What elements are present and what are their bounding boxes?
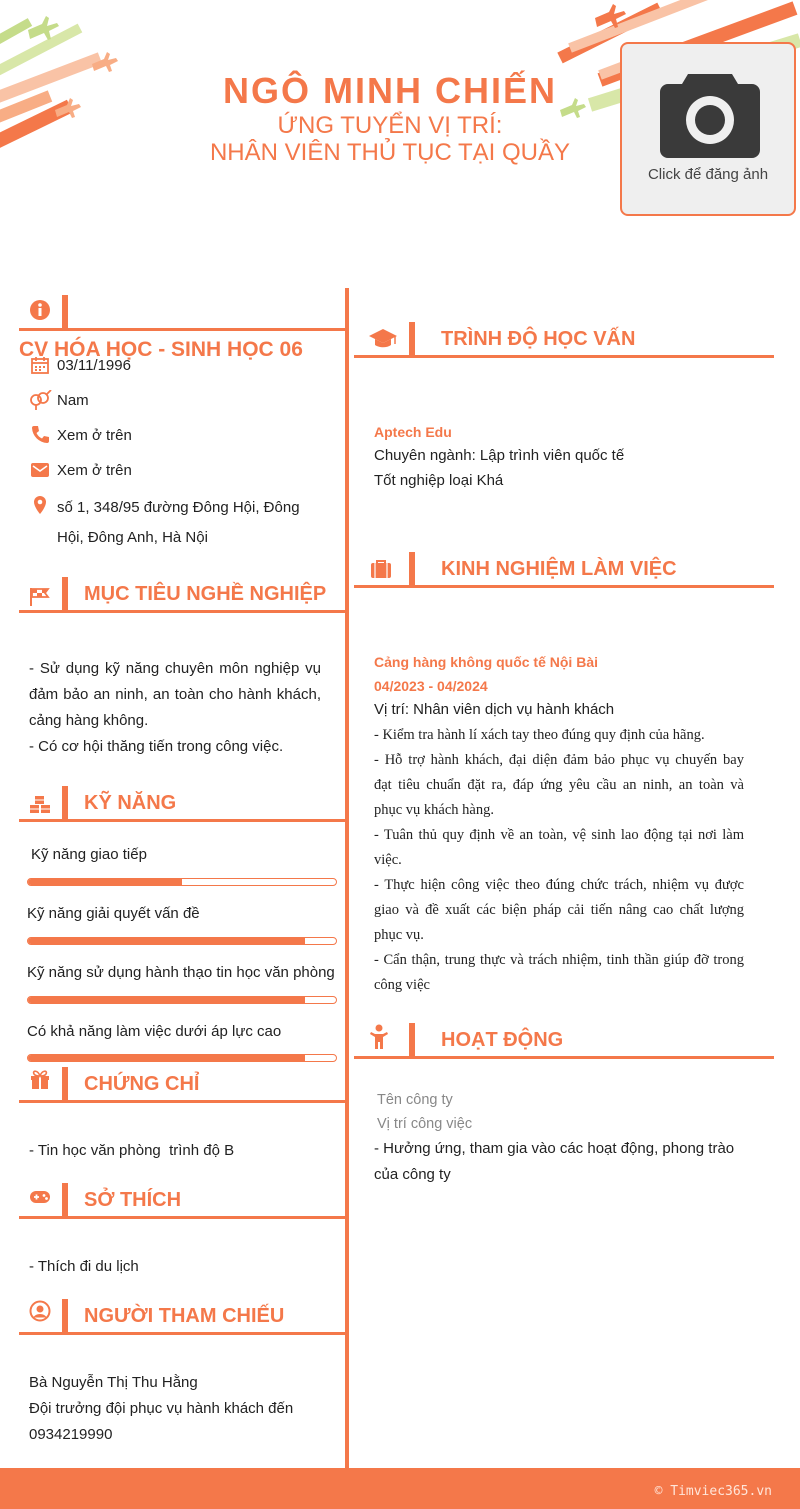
heading-bar [62, 577, 68, 611]
duty-line: phục vụ khách hàng. [374, 802, 494, 818]
skill-level-fill [28, 1055, 305, 1061]
skill-name: Có khả năng làm việc dưới áp lực cao [27, 1023, 282, 1040]
education-grade: Tốt nghiệp loại Khá [374, 472, 504, 489]
reference-position: Đội trưởng đội phục vụ hành khách đến [29, 1400, 294, 1417]
duty-line: đạt tiêu chuẩn đặt ra, đáp ứng yêu cầu an ninh, an toàn và [374, 777, 744, 793]
activity-line: - Hưởng ứng, tham gia vào các hoạt động, phong trào [374, 1140, 735, 1157]
personal-info-heading [19, 295, 346, 331]
skill-level-bar [27, 878, 337, 886]
heading-underline [19, 1100, 346, 1103]
email: Xem ở trên [57, 462, 132, 479]
heading-underline [19, 328, 346, 331]
activities-heading [354, 1023, 774, 1059]
duty-line: - Cẩn thận, trung thực và trách nhiệm, tinh thần giúp đỡ trong [374, 952, 744, 968]
objective-line: - Có cơ hội thăng tiến trong công việc. [29, 738, 284, 755]
reference-name: Bà Nguyễn Thị Thu Hằng [29, 1374, 198, 1391]
hobby-item: - Thích đi du lịch [29, 1258, 139, 1275]
objective-heading [19, 577, 346, 613]
phone-icon [30, 425, 50, 445]
experience-position: Vị trí: Nhân viên dịch vụ hành khách [374, 701, 615, 718]
info-icon [29, 299, 51, 321]
address-line2: Hội, Đông Anh, Hà Nội [57, 529, 208, 546]
objective-line: cảng hàng không. [29, 712, 149, 729]
gift-icon [29, 1068, 51, 1090]
skill-name: Kỹ năng giao tiếp [31, 846, 147, 863]
hobbies-title: SỞ THÍCH [84, 1189, 182, 1211]
certificates-title: CHỨNG CHỈ [84, 1073, 200, 1095]
location-icon [30, 495, 50, 515]
heading-underline [19, 819, 346, 822]
skill-level-bar [27, 937, 337, 945]
references-title: NGƯỜI THAM CHIẾU [84, 1305, 285, 1327]
heading-bar [62, 1299, 68, 1333]
duty-line: - Hỗ trợ hành khách, đại diện đảm bảo phục vụ chuyến bay [374, 752, 744, 768]
photo-upload-label: Click để đăng ảnh [647, 166, 769, 183]
briefcase-icon [370, 558, 392, 580]
phone: Xem ở trên [57, 427, 132, 444]
activities-title: HOẠT ĐỘNG [441, 1029, 564, 1051]
heading-bar [409, 322, 415, 356]
education-school: Aptech Edu [374, 424, 452, 440]
experience-period: 04/2023 - 04/2024 [374, 678, 488, 694]
education-major: Chuyên ngành: Lập trình viên quốc tế [374, 447, 625, 464]
hobbies-heading [19, 1183, 346, 1219]
camera-icon [658, 68, 762, 160]
heading-underline [354, 585, 774, 588]
experience-duties [374, 723, 744, 998]
skill-name: Kỹ năng sử dụng hành thạo tin học văn phòng [27, 964, 335, 981]
activity-line: của công ty [374, 1166, 451, 1183]
address-line1: số 1, 348/95 đường Đông Hội, Đông [57, 499, 300, 516]
gamepad-icon [29, 1186, 51, 1208]
calendar-icon [30, 355, 50, 375]
heading-bar [62, 1067, 68, 1101]
objective-text [29, 656, 321, 760]
activity-company: Tên công ty [377, 1092, 453, 1108]
gender-icon [28, 390, 52, 410]
footer-bar [0, 1468, 800, 1509]
skill-level-fill [28, 938, 305, 944]
applied-position-line2: NHÂN VIÊN THỦ TỤC TẠI QUẦY [209, 139, 571, 166]
reference-phone: 0934219990 [29, 1426, 113, 1443]
duty-line: - Kiểm tra hành lí xách tay theo đúng quy định của hãng. [374, 727, 705, 743]
education-title: TRÌNH ĐỘ HỌC VẤN [441, 328, 636, 350]
applied-position [170, 112, 610, 166]
skill-level-fill [28, 879, 182, 885]
skill-level-bar [27, 1054, 337, 1062]
cubes-icon [29, 794, 51, 816]
flag-icon [29, 585, 51, 607]
birthday: 03/11/1996 [57, 357, 131, 374]
references-heading [19, 1299, 346, 1335]
heading-bar [409, 1023, 415, 1057]
reference-details [29, 1370, 293, 1448]
graduation-cap-icon [368, 327, 398, 349]
duty-line: - Tuân thủ quy định về an toàn, vệ sinh lao động tại nơi làm [374, 827, 744, 843]
photo-upload-button[interactable] [620, 42, 796, 216]
column-divider [345, 288, 349, 1470]
skill-level-fill [28, 997, 305, 1003]
email-icon [30, 460, 50, 480]
cv-template-title: CV HÓA HỌC - SINH HỌC 06 [19, 338, 303, 361]
heading-bar [62, 1183, 68, 1217]
heading-bar [62, 786, 68, 820]
experience-title: KINH NGHIỆM LÀM VIỆC [441, 558, 677, 580]
objective-line: đảm bảo an ninh, an toàn cho hành khách, [29, 686, 321, 703]
candidate-name: NGÔ MINH CHIẾN [223, 70, 557, 111]
activity-description [374, 1136, 754, 1188]
heading-bar [409, 552, 415, 586]
skills-title: KỸ NĂNG [84, 792, 177, 814]
education-heading [354, 322, 774, 358]
objective-title: MỤC TIÊU NGHỀ NGHIỆP [84, 583, 327, 605]
certificates-heading [19, 1067, 346, 1103]
duty-line: phục vụ. [374, 927, 424, 943]
objective-line: - Sử dụng kỹ năng chuyên môn nghiệp vụ [29, 660, 321, 677]
duty-line: việc. [374, 852, 402, 868]
duty-line: - Thực hiện công việc theo đúng chức trách, nhiệm vụ được [374, 877, 744, 893]
experience-heading [354, 552, 774, 588]
heading-underline [354, 1056, 774, 1059]
activity-position: Vị trí công việc [377, 1116, 473, 1132]
heading-underline [354, 355, 774, 358]
skills-heading [19, 786, 346, 822]
experience-company: Cảng hàng không quốc tế Nội Bài [374, 654, 598, 670]
heading-underline [19, 610, 346, 613]
skill-level-bar [27, 996, 337, 1004]
heading-underline [19, 1216, 346, 1219]
skill-name: Kỹ năng giải quyết vấn đề [27, 905, 200, 922]
duty-line: công việc [374, 977, 430, 993]
user-circle-icon [29, 1300, 51, 1322]
applied-position-line1: ỨNG TUYỂN VỊ TRÍ: [277, 112, 503, 139]
heading-bar [62, 295, 68, 329]
person-icon [368, 1024, 390, 1050]
footer-watermark: © Timviec365.vn [654, 1484, 772, 1499]
heading-underline [19, 1332, 346, 1335]
address [57, 493, 337, 553]
gender: Nam [57, 392, 89, 409]
certificate-item: - Tin học văn phòng trình độ B [29, 1142, 235, 1159]
duty-line: giao và đề xuất các biện pháp cải tiến nâng cao chất lượng [374, 902, 744, 918]
